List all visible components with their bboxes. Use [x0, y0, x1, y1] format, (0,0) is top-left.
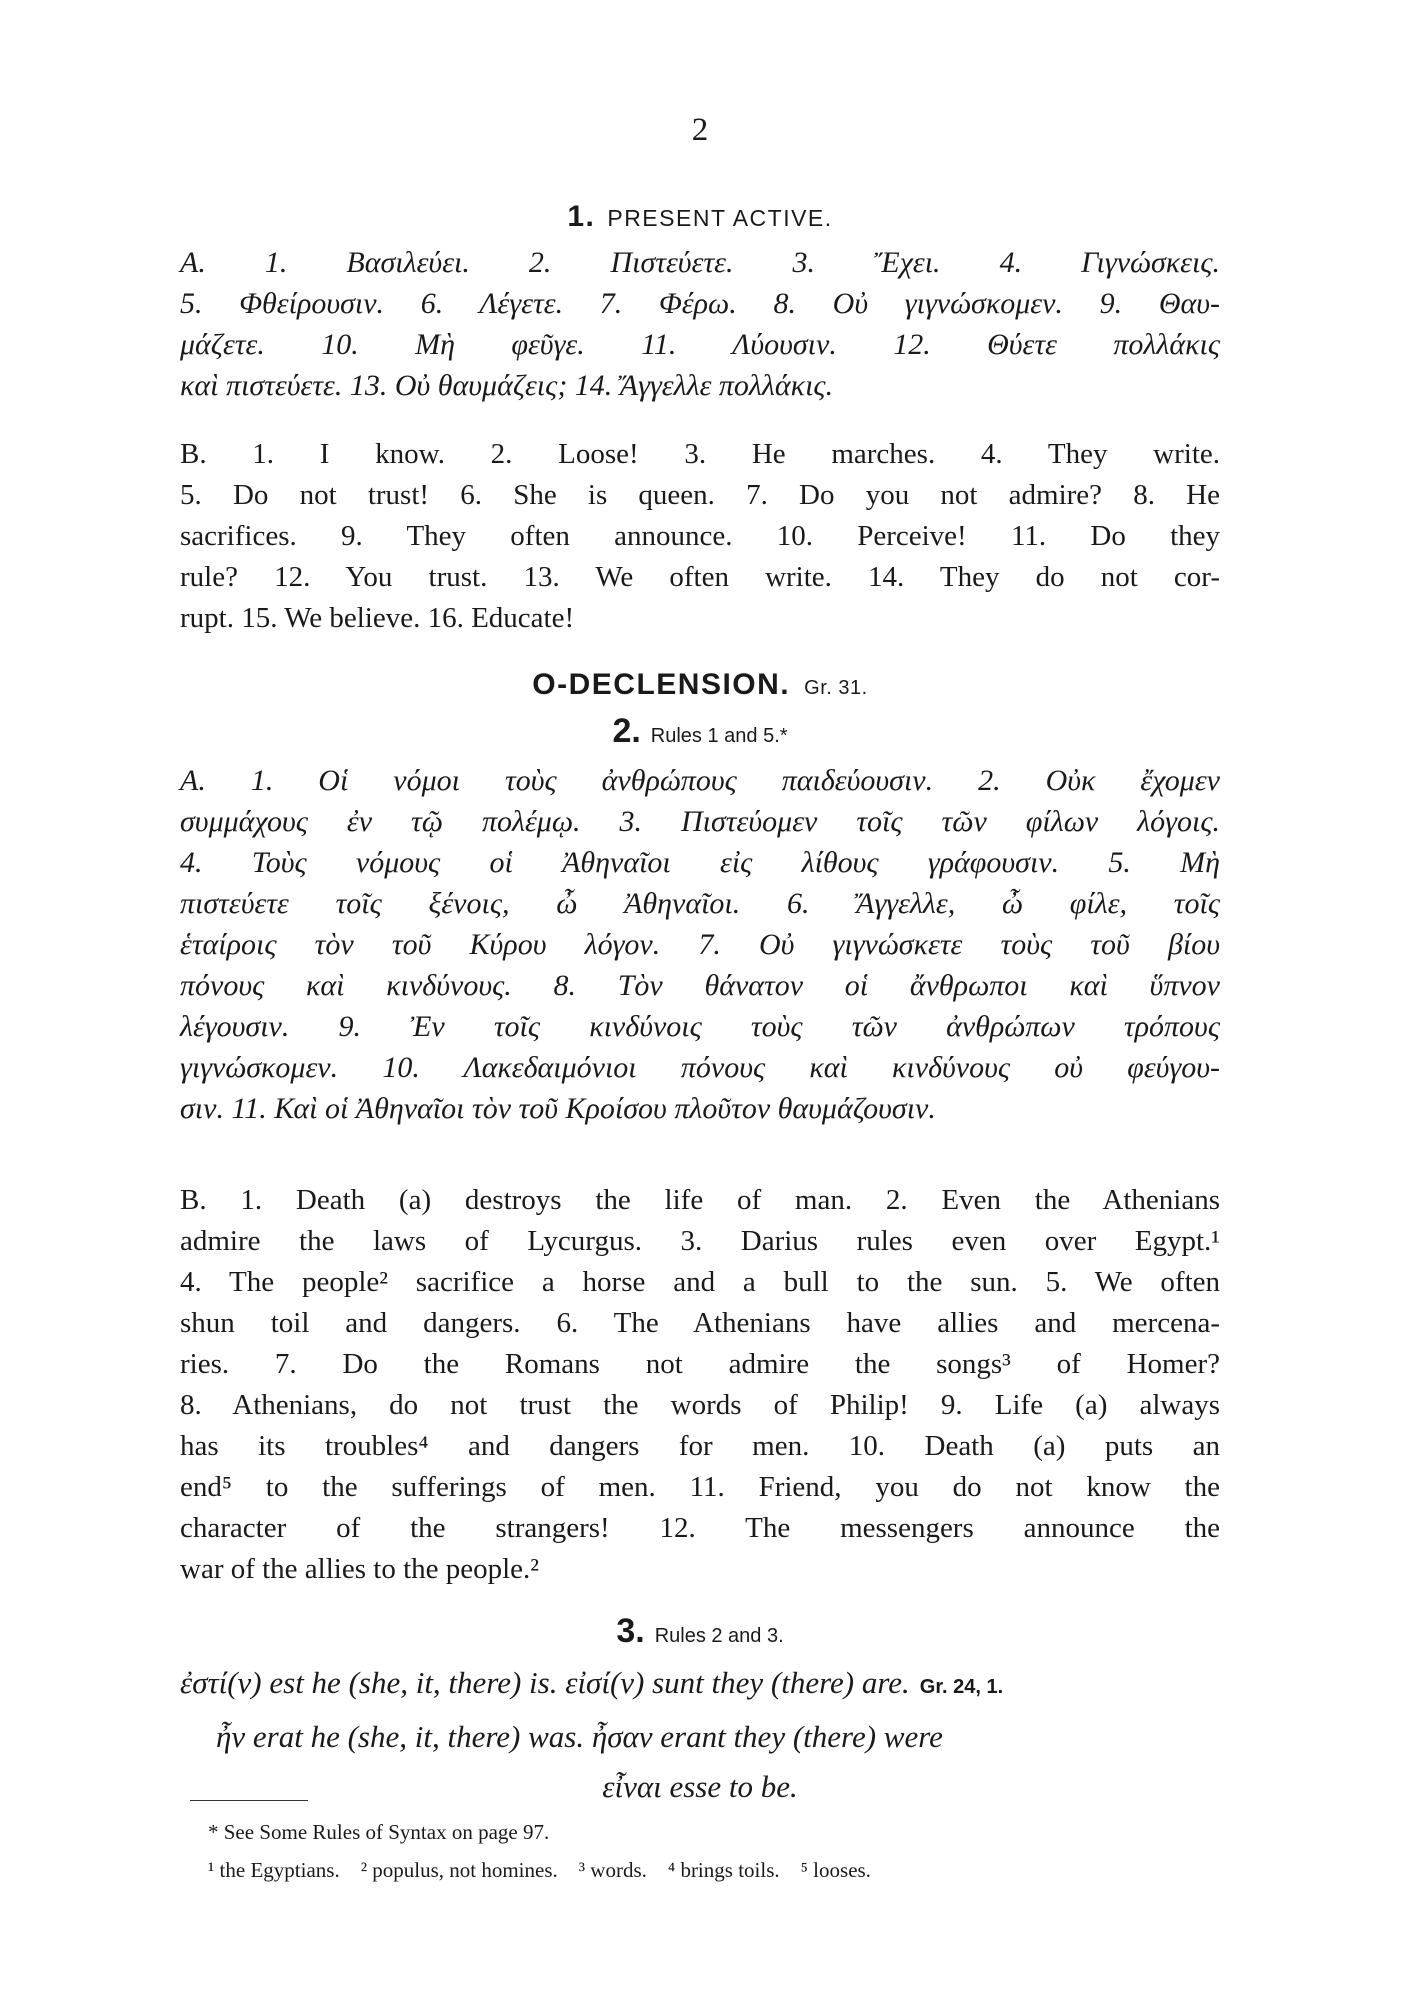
text-line: admire the laws of Lycurgus. 3. Darius rules even over Egypt.¹: [180, 1225, 1220, 1257]
footnotes-numbered: ¹ the Egyptians. ² populus, not homines. ³ words. ⁴ brings toils. ⁵ looses.: [208, 1858, 871, 1882]
text-line: A. 1. Βασιλεύει. 2. Πιστεύετε. 3. Ἔχει. 4. Γιγνώσκεις.: [180, 246, 1220, 279]
text-line: shun toil and dangers. 6. The Athenians have allies and mercena-: [180, 1307, 1220, 1339]
text-line: σιν. 11. Καὶ οἱ Ἀθηναῖοι τὸν τοῦ Κροίσου πλοῦτον θαυμάζουσιν.: [180, 1092, 936, 1125]
vocab-text: ἐστί(ν) est he (she, it, there) is. εἰσί(ν) sunt they (there) are.: [180, 1665, 910, 1700]
section-1-part-b: [180, 434, 1220, 639]
section-1-number: 1.: [567, 200, 596, 233]
text-line: rupt. 15. We believe. 16. Educate!: [180, 602, 575, 634]
vocab-line-1: [180, 1658, 1220, 1712]
vocab-text: εἶναι esse to be.: [602, 1769, 798, 1804]
text-line: καὶ πιστεύετε. 13. Οὐ θαυμάζεις; 14. Ἄγγελλε πολλάκις.: [180, 369, 834, 402]
text-line: 4. The people² sacrifice a horse and a bull to the sun. 5. We often: [180, 1266, 1220, 1298]
text-line: sacrifices. 9. They often announce. 10. Perceive! 11. Do they: [180, 520, 1220, 552]
text-line: λέγουσιν. 9. Ἐν τοῖς κινδύνοις τοὺς τῶν ἀνθρώπων τρόπους: [180, 1010, 1220, 1043]
section-1-heading: [180, 200, 1220, 234]
o-declension-heading: [180, 668, 1220, 702]
vocab-grammar-ref: Gr. 24, 1.: [919, 1676, 1004, 1698]
text-line: A. 1. Οἱ νόμοι τοὺς ἀνθρώπους παιδεύουσιν. 2. Οὐκ ἔχομεν: [180, 764, 1220, 797]
section-3-title: Rules 2 and 3.: [654, 1625, 784, 1647]
footnote-star: * See Some Rules of Syntax on page 97.: [208, 1820, 550, 1844]
text-line: γιγνώσκομεν. 10. Λακεδαιμόνιοι πόνους καὶ κινδύνους οὐ φεύγου-: [180, 1051, 1220, 1084]
text-line: has its troubles⁴ and dangers for men. 10. Death (a) puts an: [180, 1430, 1220, 1462]
vocab-text: ἦν erat he (she, it, there) was. ἦσαν erant they (there) were: [216, 1719, 943, 1754]
text-line: rule? 12. You trust. 13. We often write. 14. They do not cor-: [180, 561, 1220, 593]
text-line: 8. Athenians, do not trust the words of Philip! 9. Life (a) always: [180, 1389, 1220, 1421]
text-line: πόνους καὶ κινδύνους. 8. Τὸν θάνατον οἱ ἄνθρωποι καὶ ὕπνον: [180, 969, 1220, 1002]
section-1-title: PRESENT ACTIVE.: [607, 205, 833, 231]
o-declension-grammar-ref: Gr. 31.: [804, 677, 868, 699]
text-line: ries. 7. Do the Romans not admire the songs³ of Homer?: [180, 1348, 1220, 1380]
section-3-heading: [180, 1612, 1220, 1651]
vocab-line-3: [180, 1762, 1220, 1812]
text-line: end⁵ to the sufferings of men. 11. Friend, you do not know the: [180, 1471, 1220, 1503]
section-2-part-b: [180, 1180, 1220, 1590]
text-line: character of the strangers! 12. The messengers announce the: [180, 1512, 1220, 1544]
text-line: 5. Do not trust! 6. She is queen. 7. Do you not admire? 8. He: [180, 479, 1220, 511]
text-line: μάζετε. 10. Μὴ φεῦγε. 11. Λύουσιν. 12. Θύετε πολλάκις: [180, 328, 1220, 361]
text-line: war of the allies to the people.²: [180, 1553, 539, 1585]
section-2-heading: [180, 712, 1220, 751]
text-line: πιστεύετε τοῖς ξένοις, ὦ Ἀθηναῖοι. 6. Ἄγγελλε, ὦ φίλε, τοῖς: [180, 887, 1220, 920]
section-2-part-a: [180, 760, 1220, 1129]
text-line: 5. Φθείρουσιν. 6. Λέγετε. 7. Φέρω. 8. Οὐ γιγνώσκομεν. 9. Θαυ-: [180, 287, 1220, 320]
text-line: συμμάχους ἐν τῷ πολέμῳ. 3. Πιστεύομεν τοῖς τῶν φίλων λόγοις.: [180, 805, 1220, 838]
o-declension-title: O-DECLENSION.: [532, 668, 791, 701]
text-line: B. 1. I know. 2. Loose! 3. He marches. 4. They write.: [180, 438, 1220, 470]
section-3-vocabulary: [180, 1658, 1220, 1812]
page-number: 2: [691, 112, 709, 148]
footnote-divider: [190, 1800, 308, 1801]
text-line: ἑταίροις τὸν τοῦ Κύρου λόγον. 7. Οὐ γιγνώσκετε τοὺς τοῦ βίου: [180, 928, 1220, 961]
text-line: 4. Τοὺς νόμους οἱ Ἀθηναῖοι εἰς λίθους γράφουσιν. 5. Μὴ: [180, 846, 1220, 879]
section-1-part-a: [180, 242, 1220, 406]
section-2-title: Rules 1 and 5.*: [650, 725, 788, 747]
vocab-line-2: [180, 1712, 1220, 1762]
section-3-number: 3.: [616, 1612, 645, 1650]
section-2-number: 2.: [612, 712, 641, 750]
text-line: B. 1. Death (a) destroys the life of man. 2. Even the Athenians: [180, 1184, 1220, 1216]
